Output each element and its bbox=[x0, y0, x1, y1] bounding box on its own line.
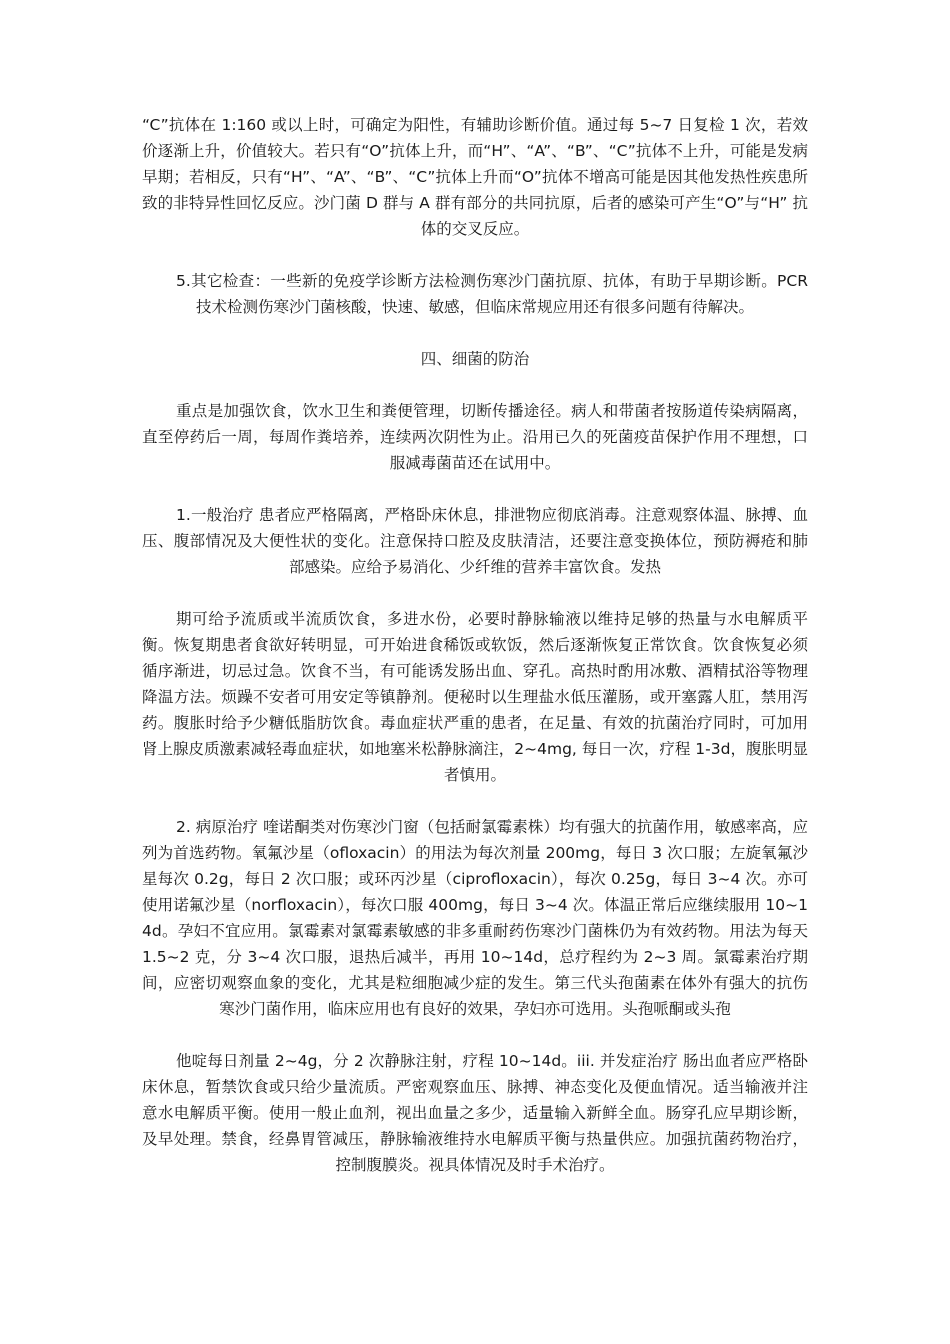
section-heading: 四、细菌的防治 bbox=[420, 350, 530, 368]
paragraph-general-treatment: 1.一般治疗 患者应严格隔离，严格卧床休息，排泄物应彻底消毒。注意观察体温、脉搏、血压、腹部情况及大便性状的变化。注意保持口腔及皮肤清洁，还要注意变换体位，预防褥疮和肺部感染。应给予易消化、少纤维的营养丰富饮食。发热 bbox=[142, 506, 808, 576]
paragraph-antibody-titer: “C”抗体在 1:160 或以上时，可确定为阳性，有辅助诊断价值。通过每 5~7 日复检 1 次，若效价逐渐上升，价值较大。若只有“O”抗体上升，而“H”、“A”、“B”、“C”抗体不上升，可能是发病早期；若相反，只有“H”、“A”、“B”、“C”抗体上升而“O”抗体不增高可能是因其他发热性疾患所致的非特异性回忆反应。沙门菌 D 群与 A 群有部分的共同抗原，后者的感染可产生“O”与“H” 抗体的交叉反应。 bbox=[142, 116, 808, 238]
paragraph-complication-treatment: 他啶每日剂量 2~4g，分 2 次静脉注射，疗程 10~14d。iii. 并发症治疗 肠出血者应严格卧床休息，暂禁饮食或只给少量流质。严密观察血压、脉搏、神态变化及便血情况。适当输液并注意水电解质平衡。使用一般止血剂，视出血量之多少，适量输入新鲜全血。肠穿孔应早期诊断，及早处理。禁食，经鼻胃管减压，静脉输液维持水电解质平衡与热量供应。加强抗菌药物治疗，控制腹膜炎。视具体情况及时手术治疗。 bbox=[142, 1052, 808, 1174]
document-page bbox=[142, 112, 808, 1178]
paragraph-prevention: 重点是加强饮食，饮水卫生和粪便管理，切断传播途径。病人和带菌者按肠道传染病隔离，直至停药后一周，每周作粪培养，连续两次阴性为止。沿用已久的死菌疫苗保护作用不理想，口服减毒菌苗还在试用中。 bbox=[142, 402, 808, 472]
paragraph-pathogen-treatment: 2. 病原治疗 喹诺酮类对伤寒沙门窗（包括耐氯霉素株）均有强大的抗菌作用，敏感率高，应列为首选药物。氧氟沙星（ofloxacin）的用法为每次剂量 200mg，每日 3 次口服；左旋氧氟沙星每次 0.2g，每日 2 次口服；或环丙沙星（ciprofloxacin），每次 0.25g，每日 3~4 次。亦可使用诺氟沙星（norfloxacin），每次口服 400mg，每日 3~4 次。体温正常后应继续服用 10~14d。孕妇不宜应用。氯霉素对氯霉素敏感的非多重耐药伤寒沙门菌株仍为有效药物。用法为每天 1.5~2 克，分 3~4 次口服，退热后减半，再用 10~14d，总疗程约为 2~3 周。氯霉素治疗期间，应密切观察血象的变化，尤其是粒细胞减少症的发生。第三代头孢菌素在体外有强大的抗伤寒沙门菌作用，临床应用也有良好的效果，孕妇亦可选用。头孢哌酮或头孢 bbox=[142, 818, 808, 1018]
paragraph-other-tests: 5.其它检查：一些新的免疫学诊断方法检测伤寒沙门菌抗原、抗体，有助于早期诊断。PCR 技术检测伤寒沙门菌核酸，快速、敏感，但临床常规应用还有很多问题有待解决。 bbox=[176, 272, 808, 316]
paragraph-fever-care: 期可给予流质或半流质饮食，多进水份，必要时静脉输液以维持足够的热量与水电解质平衡。恢复期患者食欲好转明显，可开始进食稀饭或软饭，然后逐渐恢复正常饮食。饮食恢复必须循序渐进，切忌过急。饮食不当，有可能诱发肠出血、穿孔。高热时酌用冰敷、酒精拭浴等物理降温方法。烦躁不安者可用安定等镇静剂。便秘时以生理盐水低压灌肠，或开塞露人肛，禁用泻药。腹胀时给予少糖低脂肪饮食。毒血症状严重的患者，在足量、有效的抗菌治疗同时，可加用肾上腺皮质激素减轻毒血症状，如地塞米松静脉滴注，2~4mg, 每日一次，疗程 1-3d，腹胀明显者慎用。 bbox=[142, 610, 808, 784]
